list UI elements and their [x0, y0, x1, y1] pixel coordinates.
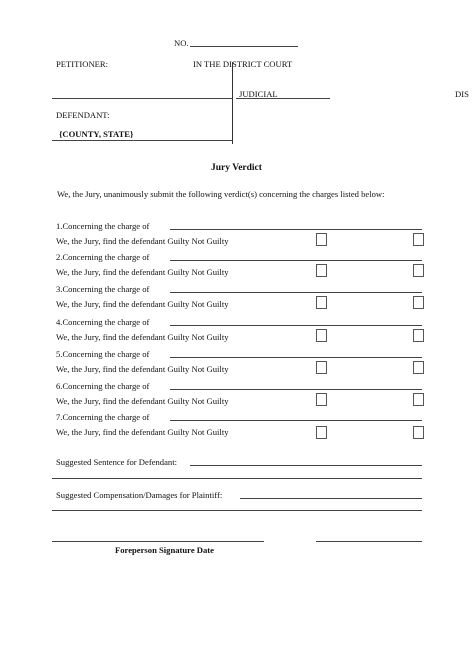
guilty-checkbox[interactable] [316, 426, 327, 439]
charge-field[interactable] [170, 260, 422, 261]
charge-field[interactable] [170, 229, 422, 230]
not-guilty-checkbox[interactable] [413, 329, 424, 342]
charge-label: 5.Concerning the charge of [56, 349, 150, 359]
district-label: DIS [455, 89, 469, 99]
charge-label: 6.Concerning the charge of [56, 381, 150, 391]
case-number-field[interactable] [190, 46, 298, 47]
not-guilty-checkbox[interactable] [413, 393, 424, 406]
charge-field[interactable] [170, 325, 422, 326]
compensation-label: Suggested Compensation/Damages for Plaintiff: [56, 490, 223, 500]
signature-line[interactable] [52, 541, 264, 542]
charge-label: 4.Concerning the charge of [56, 317, 150, 327]
guilty-checkbox[interactable] [316, 233, 327, 246]
not-guilty-checkbox[interactable] [413, 233, 424, 246]
charge-label: 3.Concerning the charge of [56, 284, 150, 294]
not-guilty-checkbox[interactable] [413, 296, 424, 309]
compensation-field[interactable] [240, 498, 422, 499]
charge-field[interactable] [170, 292, 422, 293]
guilty-checkbox[interactable] [316, 264, 327, 277]
case-number-label: NO. [174, 38, 189, 48]
page-title: Jury Verdict [211, 163, 262, 173]
guilty-checkbox[interactable] [316, 361, 327, 374]
charge-field[interactable] [170, 420, 422, 421]
sentence-label: Suggested Sentence for Defendant: [56, 457, 177, 467]
guilty-checkbox[interactable] [316, 393, 327, 406]
petitioner-field[interactable] [52, 98, 232, 99]
not-guilty-checkbox[interactable] [413, 361, 424, 374]
signature-label: Foreperson Signature Date [115, 545, 214, 555]
verdict-text: We, the Jury, find the defendant Guilty Not Guilty [56, 299, 229, 309]
verdict-text: We, the Jury, find the defendant Guilty Not Guilty [56, 427, 229, 437]
sentence-field[interactable] [190, 465, 422, 466]
county-state-placeholder: {COUNTY, STATE} [59, 129, 134, 139]
not-guilty-checkbox[interactable] [413, 264, 424, 277]
caption-divider [232, 62, 233, 144]
compensation-field-line-2[interactable] [52, 510, 422, 511]
intro-text: We, the Jury, unanimously submit the following verdict(s) concerning the charges listed below: [57, 189, 385, 199]
judicial-field[interactable] [236, 98, 330, 99]
date-line[interactable] [316, 541, 422, 542]
charge-label: 7.Concerning the charge of [56, 412, 150, 422]
verdict-text: We, the Jury, find the defendant Guilty Not Guilty [56, 332, 229, 342]
guilty-checkbox[interactable] [316, 296, 327, 309]
verdict-text: We, the Jury, find the defendant Guilty Not Guilty [56, 364, 229, 374]
defendant-label: DEFENDANT: [56, 110, 110, 120]
charge-field[interactable] [170, 357, 422, 358]
judicial-label: JUDICIAL [239, 89, 278, 99]
charge-label: 2.Concerning the charge of [56, 252, 150, 262]
not-guilty-checkbox[interactable] [413, 426, 424, 439]
charge-label: 1.Concerning the charge of [56, 221, 150, 231]
charge-field[interactable] [170, 389, 422, 390]
verdict-text: We, the Jury, find the defendant Guilty Not Guilty [56, 267, 229, 277]
verdict-text: We, the Jury, find the defendant Guilty Not Guilty [56, 236, 229, 246]
defendant-field[interactable] [52, 140, 232, 141]
guilty-checkbox[interactable] [316, 329, 327, 342]
petitioner-label: PETITIONER: [56, 59, 109, 69]
verdict-text: We, the Jury, find the defendant Guilty Not Guilty [56, 396, 229, 406]
court-label: IN THE DISTRICT COURT [193, 59, 293, 69]
sentence-field-line-2[interactable] [52, 478, 422, 479]
